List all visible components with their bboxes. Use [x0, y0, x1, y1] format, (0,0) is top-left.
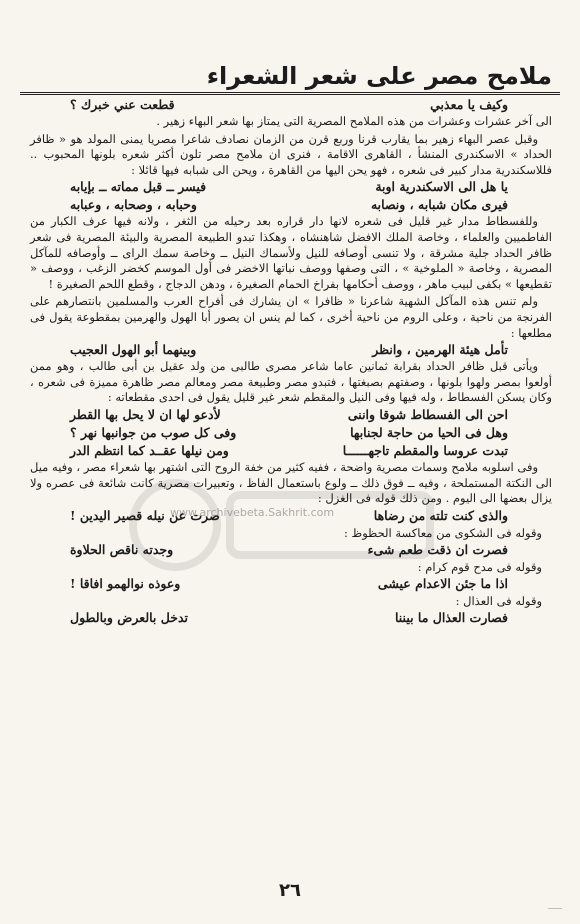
verse-hemistich-left: قطعت عني خبرك ؟ — [70, 97, 175, 112]
verse-line — [30, 609, 552, 627]
verse-hemistich-left: ومن نيلها عقــد كما انتظم الدر — [70, 442, 229, 458]
verse-line — [30, 96, 552, 114]
verse-hemistich-right: وكيف يا معذبي — [430, 97, 508, 112]
verse-line — [30, 178, 552, 196]
verse-hemistich-right: احن الى الفسطاط شوقا واننى — [347, 406, 508, 422]
paragraph: ويأتى قبل ظافر الحداد بقرابة ثمانين عاما شاعر مصرى طالبى من ولد عقيل بن أبى طالب ، وهو ممن أولعوا بمصر ولهوا بلونها ، وصفتهم بصبغتها ، فتبدو مصر وطبيعة مصر ومعالم مصر ظاهرة مميزة فى شعره ، وكان يسكن الفسطاط ، وله فيها وفى النيل والمقطم شعر غير قليل يقول فى احدى مقطعاته : — [30, 359, 552, 405]
verse-line — [30, 341, 552, 359]
running-header-title: ملامح مصر على شعر الشعراء — [206, 62, 552, 90]
verse-hemistich-right: والذى كنت تلته من رضاها — [373, 507, 508, 523]
verse-hemistich-right: وهل فى الحيا من حاجة لجنابها — [350, 424, 508, 440]
verse-hemistich-right: يا هل الى الاسكندرية اوبة — [375, 179, 508, 195]
footer-mark — [548, 908, 562, 915]
verse-hemistich-left: وجدته ناقص الحلاوة — [70, 541, 174, 557]
verse-hemistich-left: وبينهما أبو الهول العجيب — [70, 342, 197, 358]
verse-line — [30, 442, 552, 460]
verse-hemistich-right: اذا ما جئن الاعدام عيشى — [377, 575, 508, 591]
verse-hemistich-left: وحبابه ، وصحابه ، وعبابه — [70, 197, 197, 213]
page-number: ٢٦ — [279, 880, 301, 901]
verse-intro: وقوله فى مدح قوم كرام : — [417, 559, 542, 574]
page-body — [30, 96, 552, 627]
verse-line — [30, 507, 552, 525]
verse-hemistich-left: وفى كل صوب من جوانبها نهر ؟ — [70, 424, 237, 440]
verse-intro: وقوله فى العذال : — [455, 593, 542, 608]
verse-hemistich-right: فيرى مكان شبابه ، ونصابه — [370, 197, 508, 213]
verse-hemistich-right: تأمل هيئة الهرمين ، وانظر — [372, 342, 508, 358]
watermark-url: www.archivebeta.Sakhrit.com — [170, 506, 335, 519]
verse-line — [30, 575, 552, 593]
paragraph: وفى اسلوبه ملامح وسمات مصرية واضحة ، ففيه كثير من خفة الروح التى اشتهر بها شعراء مصر ، وفيه ميل الى النكتة المستملحة ، وفيه ــ فوق ذلك ــ ولوع باستعمال الفاظ ، وتعبيرات مصرية كانت شائعة فى عصره ولا يزال بعضها الى اليوم . ومن ذلك قوله فى الغزل : — [30, 459, 552, 506]
verse-intro: وقوله فى الشكوى من معاكسة الحظوظ : — [344, 525, 542, 540]
verse-hemistich-left: تدخل بالعرض وبالطول — [70, 609, 188, 625]
paragraph: وللفسطاط مدار غير قليل فى شعره لانها دار قراره بعد رحيله من الثغر ، ولانه فيها عرف الكبار من الفاطميين والعلماء ، وخاصة الملك الافضل شاهنشاه ، وهكذا تبدو الطبيعة المصرية والبيئة المصرية فى شعر ظافر الحداد جلية مشرقة ، ولا تنسى أوصافه للنيل ولأسماك النيل ــ وخاصة سمك الراى ــ وأوصافه للمآكل المصرية ، وخاصة « الملوخية » ، التى وصفها ووصف نباتها الاخضر فى أول الموسم كخضر الزغب ، ووصف « تقطيعها » بكفى لبيب ماهر ، ووصف أحكامها بفراخ الحمام الصغيرة ، ودهن الدجاج ، وقطع اللحم الصغيرة ! — [30, 214, 552, 291]
paragraph: وقبل عصر البهاء زهير بما يقارب قرنا وربع قرن من الزمان نصادف شاعرا مصريا يمنى المولد هو « ظافر الحداد » الاسكندرى المنشأ ، القاهرى الاقامة ، فنرى ان ملامح مصر تلون أكثر شعره بلونها المحبوب .. فللاسكندرية مدار كبير فى شعره ، فهو يحن اليها من القاهرة ، ويحن الى شبابه فيها قائلا : — [30, 131, 552, 177]
verse-line — [30, 541, 552, 559]
verse-line — [30, 424, 552, 442]
verse-line — [30, 406, 552, 424]
paragraph: الى آخر عشرات وعشرات من هذه الملامح المصرية التى يمتاز بها شعر البهاء زهير . — [156, 114, 552, 128]
verse-hemistich-right: فصرت ان ذقت طعم شىء — [367, 541, 508, 557]
verse-hemistich-left: لأدعو لها ان لا يحل بها القطر — [70, 406, 221, 422]
verse-hemistich-right: تبدت عروسا والمقطم تاجهــــــا — [342, 442, 508, 458]
verse-hemistich-left: فيسر ــ قبل مماته ــ بإيابه — [70, 179, 207, 195]
verse-line — [30, 196, 552, 214]
verse-hemistich-right: فصارت العذال ما بيننا — [394, 609, 508, 625]
verse-hemistich-left: صرت عن نيله قصير اليدين ! — [70, 507, 220, 523]
verse-hemistich-left: وعوذه نوالهمو افاقا ! — [70, 575, 181, 591]
paragraph: ولم تنس هذه المآكل الشهية شاعرنا « ظافرا » ان يشارك فى أفراح العرب والمسلمين بانتصارهم على الفرنجة من ناحية ، وعلى الروم من ناحية أخرى ، كما لم ينس ان يصور أبا الهول والهرمين بمقطوعة يقول فى مطلعها : — [30, 294, 552, 340]
running-header — [20, 52, 560, 95]
